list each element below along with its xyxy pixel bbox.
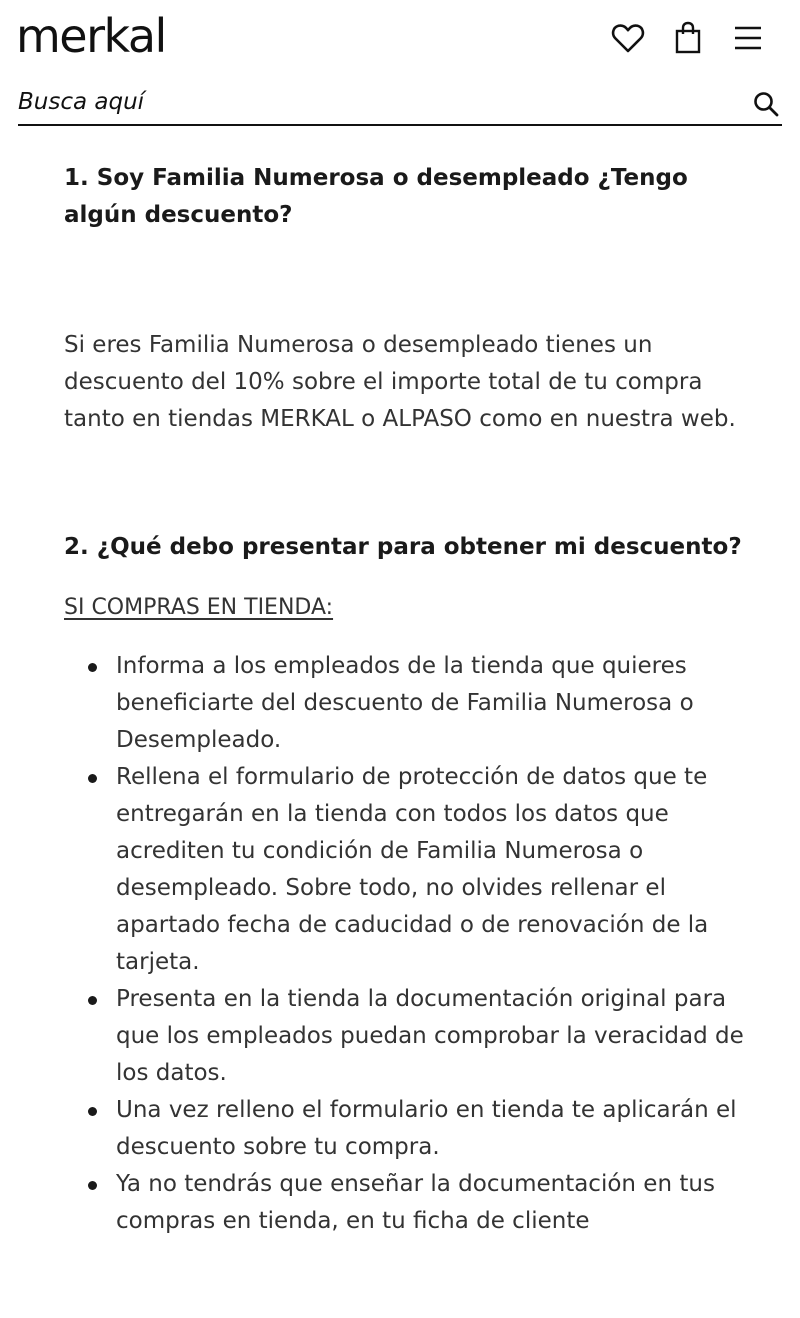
menu-icon[interactable] — [730, 20, 766, 56]
list-item: Una vez relleno el formulario en tienda te aplicarán el descuento sobre tu compra. — [64, 1092, 744, 1166]
list-item: Rellena el formulario de protección de datos que te entregarán en la tienda con todos los datos que acrediten tu condición de Familia Numerosa o desempleado. Sobre todo, no olvides rellenar el apartado fecha de caducidad o de renovación de la tarjeta. — [64, 759, 744, 981]
in-store-steps-list — [64, 648, 744, 1240]
header-actions — [610, 20, 766, 56]
search-icon[interactable] — [750, 88, 782, 120]
list-item: Informa a los empleados de la tienda que quieres beneficiarte del descuento de Familia Numerosa o Desempleado. — [64, 648, 744, 759]
search-bar — [18, 84, 782, 126]
merkal-logo[interactable]: merkal — [16, 9, 166, 63]
in-store-subheading: SI COMPRAS EN TIENDA: — [64, 595, 334, 620]
faq-question-2: 2. ¿Qué debo presentar para obtener mi descuento? — [64, 534, 742, 560]
list-item: Presenta en la tienda la documentación original para que los empleados puedan comprobar la veracidad de los datos. — [64, 981, 744, 1092]
search-input[interactable] — [18, 84, 750, 124]
shopping-bag-icon[interactable] — [670, 20, 706, 56]
list-item: Ya no tendrás que enseñar la documentación en tus compras en tienda, en tu ficha de cliente — [64, 1166, 744, 1240]
heart-icon[interactable] — [610, 20, 646, 56]
site-header — [0, 0, 800, 76]
faq-answer-1: Si eres Familia Numerosa o desempleado tienes un descuento del 10% sobre el importe total de tu compra tanto en tiendas MERKAL o ALPASO como en nuestra web. — [64, 332, 736, 432]
faq-question-1: 1. Soy Familia Numerosa o desempleado ¿Tengo algún descuento? — [64, 165, 688, 228]
faq-content — [64, 160, 744, 1240]
